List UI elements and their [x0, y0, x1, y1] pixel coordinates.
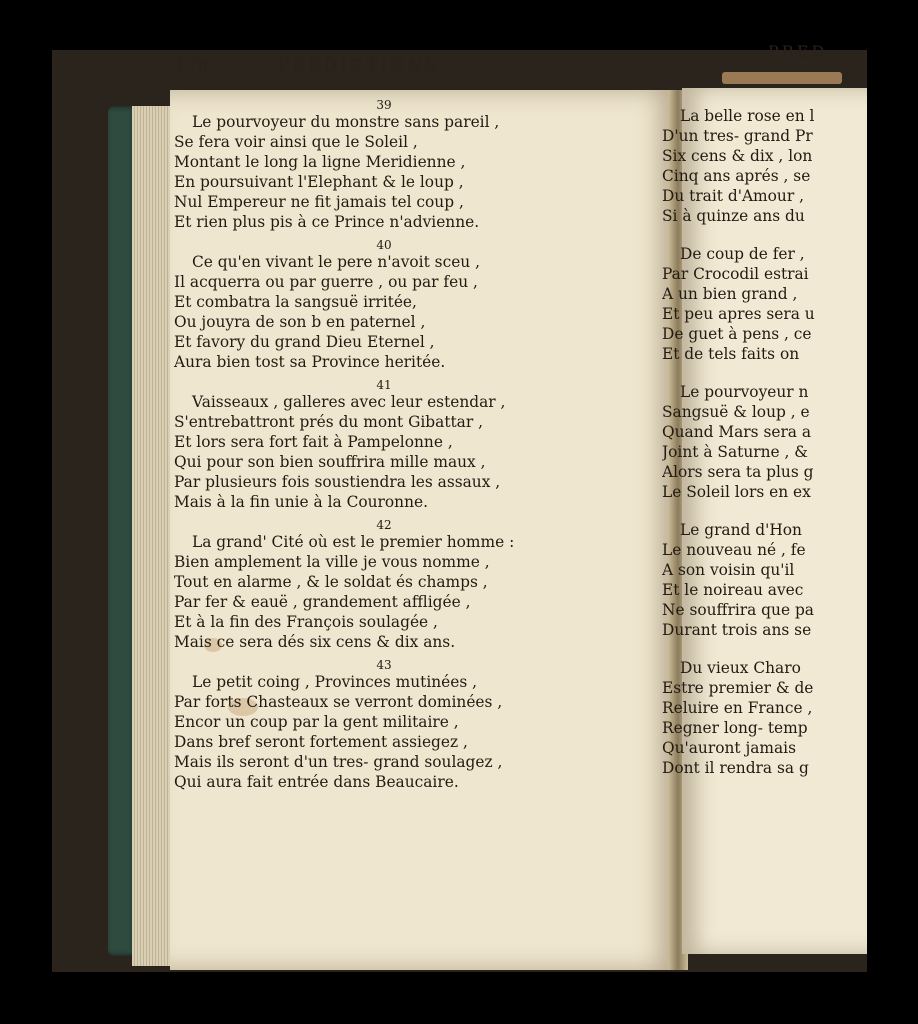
- quatrain: [174, 378, 594, 512]
- verse-line: Et à la fin des François soulagée ,: [174, 613, 438, 631]
- verse-line: Du trait d'Amour ,: [662, 187, 804, 205]
- quatrain: [662, 106, 822, 238]
- verse-line: Six cens & dix , lon: [662, 147, 813, 165]
- verse-line: La belle rose en l: [680, 107, 815, 125]
- verse-line: Durant trois ans se: [662, 621, 812, 639]
- stanza-number: 40: [376, 238, 392, 252]
- verse-line: Quand Mars sera a: [662, 423, 812, 441]
- verse-line: De coup de fer ,: [680, 245, 805, 263]
- quatrain: [174, 98, 594, 232]
- quatrain: [174, 518, 594, 652]
- verse-line: Estre premier & de: [662, 679, 814, 697]
- running-title: PREDICTIONS.: [278, 56, 448, 76]
- verse-line: En poursuivant l'Elephant & le loup ,: [174, 173, 464, 191]
- verse-line: Qui aura fait entrée dans Beaucaire.: [174, 773, 459, 791]
- verse-line: Sangsuë & loup , e: [662, 403, 810, 421]
- verse-line: A un bien grand ,: [662, 285, 798, 303]
- verse-line: Dont il rendra sa g: [662, 759, 809, 777]
- verse-line: Ne souffrira que pa: [662, 601, 814, 619]
- verse-line: Mais ils seront d'un tres- grand soulagez ,: [174, 753, 503, 771]
- page-edges: [132, 106, 172, 966]
- verse-line: Nul Empereur ne fit jamais tel coup ,: [174, 193, 464, 211]
- verse-line: Vaisseaux , galleres avec leur estendar ,: [192, 393, 506, 411]
- verse-line: Alors sera ta plus g: [662, 463, 814, 481]
- page-number: 178: [174, 56, 210, 76]
- left-page-text: [174, 98, 594, 798]
- verse-line: Et peu apres sera u: [662, 305, 815, 323]
- verse-line: Cinq ans aprés , se: [662, 167, 811, 185]
- verse-line: Et le noireau avec: [662, 581, 804, 599]
- verse-line: Et rien plus pis à ce Prince n'advienne.: [174, 213, 480, 231]
- verse-line: De guet à pens , ce: [662, 325, 812, 343]
- verse-line: Par Crocodil estrai: [662, 265, 809, 283]
- verse-line: Ou jouyra de son b en paternel ,: [174, 313, 426, 331]
- verse-line: Dans bref seront fortement assiegez ,: [174, 733, 468, 751]
- right-page-text: [662, 106, 822, 784]
- verse-line: Et lors sera fort fait à Pampelonne ,: [174, 433, 453, 451]
- verse-line: Montant le long la ligne Meridienne ,: [174, 153, 466, 171]
- verse-line: Et favory du grand Dieu Eternel ,: [174, 333, 435, 351]
- worn-edge: [722, 72, 842, 84]
- verse-line: Par fer & eauë , grandement affligée ,: [174, 593, 471, 611]
- verse-line: Le grand d'Hon: [680, 521, 802, 539]
- verse-line: Et de tels faits on: [662, 345, 800, 363]
- verse-line: Le Soleil lors en ex: [662, 483, 811, 501]
- verse-line: Qui pour son bien souffrira mille maux ,: [174, 453, 486, 471]
- stanza-number: 39: [376, 98, 392, 112]
- quatrain: [662, 382, 822, 514]
- verse-line: Il acquerra ou par guerre , ou par feu ,: [174, 273, 478, 291]
- quatrain: [662, 658, 822, 778]
- verse-line: La grand' Cité où est le premier homme :: [192, 533, 515, 551]
- stanza-number: 42: [376, 518, 392, 532]
- verse-line: Le petit coing , Provinces mutinées ,: [192, 673, 478, 691]
- verse-line: Tout en alarme , & le soldat és champs ,: [174, 573, 488, 591]
- verse-line: Mais à la fin unie à la Couronne.: [174, 493, 428, 511]
- verse-line: Encor un coup par la gent militaire ,: [174, 713, 459, 731]
- quatrain: [662, 520, 822, 652]
- verse-line: Reluire en France ,: [662, 699, 813, 717]
- verse-line: Le pourvoyeur n: [680, 383, 809, 401]
- verse-line: Si à quinze ans du: [662, 207, 805, 225]
- verse-line: Et combatra la sangsuë irritée,: [174, 293, 417, 311]
- verse-line: Aura bien tost sa Province heritée.: [174, 353, 446, 371]
- quatrain: [174, 658, 594, 792]
- stanza-number: 41: [376, 378, 392, 392]
- verse-line: Par forts Chasteaux se verront dominées ,: [174, 693, 503, 711]
- stanza-number: 43: [376, 658, 392, 672]
- right-page-header: PRED: [768, 42, 828, 61]
- verse-line: Par plusieurs fois soustiendra les assaux ,: [174, 473, 501, 491]
- quatrain: [662, 244, 822, 376]
- verse-line: Ce qu'en vivant le pere n'avoit sceu ,: [192, 253, 481, 271]
- verse-line: A son voisin qu'il: [662, 561, 795, 579]
- verse-line: Du vieux Charo: [680, 659, 801, 677]
- verse-line: Le pourvoyeur du monstre sans pareil ,: [192, 113, 500, 131]
- verse-line: D'un tres- grand Pr: [662, 127, 813, 145]
- verse-line: Regner long- temp: [662, 719, 808, 737]
- quatrain: [174, 238, 594, 372]
- verse-line: S'entrebattront prés du mont Gibattar ,: [174, 413, 484, 431]
- verse-line: Qu'auront jamais: [662, 739, 796, 757]
- verse-line: Joint à Saturne , &: [662, 443, 808, 461]
- verse-line: Bien amplement la ville je vous nomme ,: [174, 553, 490, 571]
- verse-line: Se fera voir ainsi que le Soleil ,: [174, 133, 418, 151]
- verse-line: Le nouveau né , fe: [662, 541, 806, 559]
- verse-line: Mais ce sera dés six cens & dix ans.: [174, 633, 456, 651]
